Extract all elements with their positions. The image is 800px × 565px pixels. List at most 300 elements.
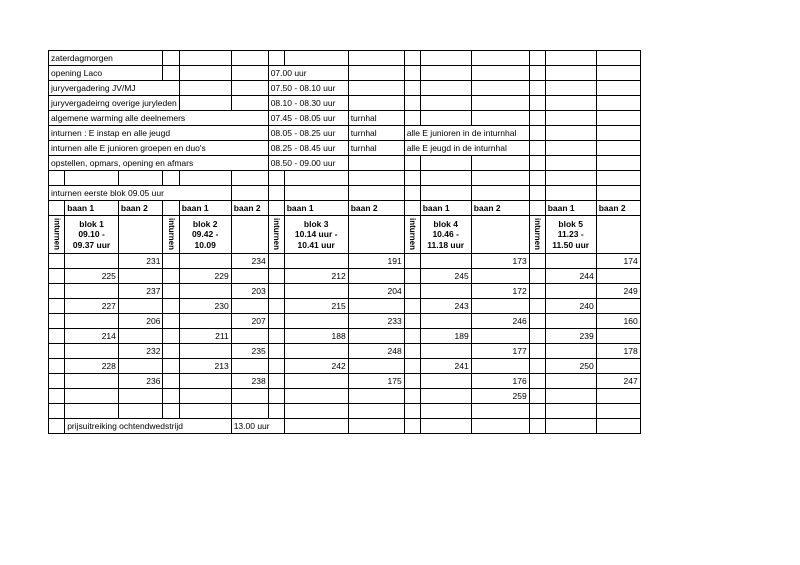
baan2-value xyxy=(348,359,404,374)
baan2-value: 237 xyxy=(118,284,163,299)
table-cell xyxy=(231,96,268,111)
table-cell xyxy=(471,111,529,126)
baan2-value xyxy=(596,359,640,374)
baan1-value xyxy=(65,314,119,329)
table-cell xyxy=(163,284,179,299)
table-cell xyxy=(545,186,596,201)
table-row xyxy=(49,96,641,111)
baan2-value: 234 xyxy=(231,254,268,269)
table-cell xyxy=(545,111,596,126)
baan1-value: 228 xyxy=(65,359,119,374)
baan1-value: 212 xyxy=(284,269,348,284)
table-cell xyxy=(529,141,545,156)
table-cell xyxy=(529,156,545,171)
table-cell xyxy=(596,126,640,141)
baan1-value xyxy=(284,314,348,329)
inturnen-label xyxy=(163,216,179,254)
table-cell xyxy=(404,156,420,171)
schedule-label: inturnen alle E junioren groepen en duo's xyxy=(49,141,269,156)
table-cell xyxy=(471,96,529,111)
schedule-note: alle E junioren in de inturnhal xyxy=(404,126,529,141)
baan1-value xyxy=(545,374,596,389)
schedule-label: opening Laco xyxy=(49,66,163,81)
table-cell xyxy=(529,171,545,186)
baan1-value xyxy=(65,374,119,389)
schedule-location: turnhal xyxy=(348,141,404,156)
baan1-value xyxy=(420,254,471,269)
block-time1: 10.46 - xyxy=(432,229,459,240)
table-cell xyxy=(231,216,268,254)
table-cell xyxy=(471,171,529,186)
table-cell xyxy=(268,404,284,419)
table-cell xyxy=(163,269,179,284)
block-time1: 10.14 uur - xyxy=(294,229,338,240)
table-cell xyxy=(163,344,179,359)
lane-header-baan2: baan 2 xyxy=(471,201,529,216)
baan2-value xyxy=(231,404,268,419)
inturnen-label xyxy=(49,216,65,254)
baan1-value xyxy=(420,389,471,404)
table-row xyxy=(49,126,641,141)
schedule-title: zaterdagmorgen xyxy=(49,51,163,66)
table-cell xyxy=(49,359,65,374)
table-cell xyxy=(596,156,640,171)
block-time2: 11.18 uur xyxy=(427,239,465,250)
table-cell xyxy=(529,314,545,329)
table-cell xyxy=(163,329,179,344)
table-cell xyxy=(404,314,420,329)
table-row xyxy=(49,171,641,186)
baan1-value: 244 xyxy=(545,269,596,284)
schedule-label: inturnen : E instap en alle jeugd xyxy=(49,126,269,141)
table-cell xyxy=(404,359,420,374)
table-cell xyxy=(404,201,420,216)
table-cell xyxy=(529,299,545,314)
block-name: blok 4 xyxy=(433,218,458,229)
baan2-value: 174 xyxy=(596,254,640,269)
table-cell xyxy=(404,96,420,111)
baan1-value: 230 xyxy=(179,299,231,314)
baan1-value: 213 xyxy=(179,359,231,374)
table-cell xyxy=(529,186,545,201)
table-cell xyxy=(231,66,268,81)
table-cell xyxy=(49,389,65,404)
table-row xyxy=(49,201,641,216)
table-cell xyxy=(268,186,284,201)
baan1-value: 214 xyxy=(65,329,119,344)
baan2-value: 259 xyxy=(471,389,529,404)
table-cell xyxy=(529,269,545,284)
baan2-value xyxy=(471,329,529,344)
schedule-time: 07.00 uur xyxy=(268,66,348,81)
baan1-value xyxy=(65,284,119,299)
baan2-value: 206 xyxy=(118,314,163,329)
baan2-value xyxy=(596,389,640,404)
table-cell xyxy=(404,299,420,314)
baan2-value: 203 xyxy=(231,284,268,299)
table-cell xyxy=(545,96,596,111)
inturnen-label xyxy=(404,216,420,254)
baan1-value xyxy=(545,389,596,404)
baan1-value xyxy=(284,284,348,299)
block-header xyxy=(65,216,119,254)
baan1-value xyxy=(545,344,596,359)
table-cell xyxy=(163,254,179,269)
table-cell xyxy=(420,81,471,96)
table-cell xyxy=(420,156,471,171)
table-cell xyxy=(596,419,640,434)
table-row xyxy=(49,419,641,434)
table-row xyxy=(49,404,641,419)
baan1-value: 240 xyxy=(545,299,596,314)
lane-header-baan1: baan 1 xyxy=(545,201,596,216)
baan2-value: 173 xyxy=(471,254,529,269)
baan2-value xyxy=(348,404,404,419)
table-cell xyxy=(471,51,529,66)
table-cell xyxy=(163,66,179,81)
schedule-location: turnhal xyxy=(348,111,404,126)
lane-header-baan1: baan 1 xyxy=(420,201,471,216)
schedule-time: 08.05 - 08.25 uur xyxy=(268,126,348,141)
baan1-value xyxy=(284,254,348,269)
baan2-value xyxy=(118,269,163,284)
schedule-time: 07.50 - 08.10 uur xyxy=(268,81,348,96)
baan1-value xyxy=(179,314,231,329)
table-cell xyxy=(545,171,596,186)
baan2-value: 231 xyxy=(118,254,163,269)
table-cell xyxy=(420,419,471,434)
baan2-value xyxy=(231,389,268,404)
table-cell xyxy=(179,96,231,111)
table-cell xyxy=(49,344,65,359)
table-cell xyxy=(49,419,65,434)
table-cell xyxy=(529,404,545,419)
baan1-value: 229 xyxy=(179,269,231,284)
table-cell xyxy=(268,171,284,186)
baan2-value: 172 xyxy=(471,284,529,299)
baan2-value xyxy=(118,404,163,419)
baan1-value: 250 xyxy=(545,359,596,374)
baan1-value: 211 xyxy=(179,329,231,344)
table-cell xyxy=(348,419,404,434)
table-cell xyxy=(529,126,545,141)
table-cell xyxy=(49,254,65,269)
table-cell xyxy=(49,171,65,186)
table-cell xyxy=(231,81,268,96)
table-cell xyxy=(118,171,163,186)
table-cell xyxy=(268,344,284,359)
table-cell xyxy=(420,186,471,201)
schedule-location: turnhal xyxy=(348,126,404,141)
table-cell xyxy=(529,66,545,81)
baan2-value xyxy=(118,299,163,314)
baan2-value xyxy=(471,404,529,419)
table-row xyxy=(49,254,641,269)
baan2-value xyxy=(471,299,529,314)
table-cell xyxy=(596,186,640,201)
table-row xyxy=(49,329,641,344)
table-row xyxy=(49,51,641,66)
table-cell xyxy=(49,314,65,329)
baan2-value xyxy=(348,389,404,404)
schedule-table xyxy=(48,50,641,434)
schedule-time: 07.45 - 08.05 uur xyxy=(268,111,348,126)
schedule-note: alle E jeugd in de inturnhal xyxy=(404,141,529,156)
baan1-value xyxy=(545,254,596,269)
baan1-value xyxy=(545,284,596,299)
baan2-value: 236 xyxy=(118,374,163,389)
block-name: blok 3 xyxy=(303,218,329,229)
table-cell xyxy=(65,171,119,186)
table-cell xyxy=(49,329,65,344)
table-cell xyxy=(545,81,596,96)
baan2-value: 160 xyxy=(596,314,640,329)
table-cell xyxy=(529,374,545,389)
table-cell xyxy=(404,66,420,81)
baan1-value xyxy=(179,254,231,269)
schedule-time: 08.25 - 08.45 uur xyxy=(268,141,348,156)
table-cell xyxy=(404,419,420,434)
inturnen-text: inturnen xyxy=(52,218,62,250)
baan1-value: 242 xyxy=(284,359,348,374)
table-cell xyxy=(404,111,420,126)
table-row xyxy=(49,111,641,126)
block-time1: 09.10 - xyxy=(78,229,105,240)
baan2-value: 232 xyxy=(118,344,163,359)
table-cell xyxy=(404,171,420,186)
baan2-value: 248 xyxy=(348,344,404,359)
baan1-value xyxy=(179,404,231,419)
table-cell xyxy=(163,389,179,404)
table-cell xyxy=(471,66,529,81)
baan2-value: 178 xyxy=(596,344,640,359)
table-cell xyxy=(404,51,420,66)
inturnen-text: inturnen xyxy=(272,218,282,250)
table-cell xyxy=(545,126,596,141)
baan2-value: 204 xyxy=(348,284,404,299)
first-block-note: inturnen eerste blok 09.05 uur xyxy=(49,186,232,201)
table-cell xyxy=(404,81,420,96)
baan1-value xyxy=(65,344,119,359)
table-cell xyxy=(231,171,268,186)
table-cell xyxy=(529,329,545,344)
table-cell xyxy=(471,186,529,201)
baan1-value: 225 xyxy=(65,269,119,284)
block-time2: 11.50 uur xyxy=(552,239,590,250)
table-cell xyxy=(163,299,179,314)
table-cell xyxy=(268,314,284,329)
table-cell xyxy=(545,66,596,81)
block-header xyxy=(179,216,231,254)
table-cell xyxy=(529,344,545,359)
lane-header-baan2: baan 2 xyxy=(118,201,163,216)
baan2-value: 238 xyxy=(231,374,268,389)
table-cell xyxy=(179,51,231,66)
table-cell xyxy=(163,374,179,389)
baan1-value xyxy=(545,314,596,329)
inturnen-label xyxy=(268,216,284,254)
table-cell xyxy=(348,171,404,186)
schedule-label: opstellen, opmars, opening en afmars xyxy=(49,156,269,171)
schedule-time: 08.10 - 08.30 uur xyxy=(268,96,348,111)
schedule-label: juryvergadering JV/MJ xyxy=(49,81,180,96)
table-cell xyxy=(49,201,65,216)
schedule-label: juryvergadeirng overige juryleden xyxy=(49,96,180,111)
table-cell xyxy=(49,269,65,284)
table-cell xyxy=(231,186,268,201)
baan2-value: 175 xyxy=(348,374,404,389)
table-cell xyxy=(529,81,545,96)
baan2-value xyxy=(118,389,163,404)
table-cell xyxy=(179,81,231,96)
table-cell xyxy=(231,51,268,66)
block-header xyxy=(420,216,471,254)
block-time1: 09.42 - xyxy=(191,229,219,240)
table-cell xyxy=(529,111,545,126)
baan2-value xyxy=(348,329,404,344)
table-cell xyxy=(529,284,545,299)
table-cell xyxy=(268,254,284,269)
baan1-value xyxy=(420,344,471,359)
table-row xyxy=(49,156,641,171)
baan1-value: 227 xyxy=(65,299,119,314)
table-cell xyxy=(404,344,420,359)
table-row xyxy=(49,284,641,299)
table-cell xyxy=(268,201,284,216)
baan1-value: 188 xyxy=(284,329,348,344)
table-cell xyxy=(420,111,471,126)
table-cell xyxy=(420,96,471,111)
table-cell xyxy=(529,389,545,404)
baan1-value xyxy=(179,389,231,404)
baan1-value: 239 xyxy=(545,329,596,344)
table-cell xyxy=(49,299,65,314)
baan2-value xyxy=(231,269,268,284)
table-row xyxy=(49,216,641,254)
table-cell xyxy=(420,51,471,66)
table-cell xyxy=(268,389,284,404)
baan1-value xyxy=(284,344,348,359)
lane-header-baan2: baan 2 xyxy=(596,201,640,216)
table-row xyxy=(49,269,641,284)
table-cell xyxy=(596,141,640,156)
block-name: blok 1 xyxy=(79,218,104,229)
block-time2: 10.09 xyxy=(194,239,216,250)
table-cell xyxy=(163,51,179,66)
table-cell xyxy=(163,201,179,216)
baan2-value: 176 xyxy=(471,374,529,389)
table-cell xyxy=(179,171,231,186)
baan1-value xyxy=(420,374,471,389)
baan2-value: 235 xyxy=(231,344,268,359)
table-row xyxy=(49,66,641,81)
baan2-value xyxy=(231,299,268,314)
baan1-value xyxy=(284,404,348,419)
table-row xyxy=(49,389,641,404)
table-cell xyxy=(420,66,471,81)
baan2-value xyxy=(231,329,268,344)
baan2-value xyxy=(596,269,640,284)
table-cell xyxy=(596,171,640,186)
baan2-value: 191 xyxy=(348,254,404,269)
table-cell xyxy=(404,389,420,404)
lane-header-baan1: baan 1 xyxy=(65,201,119,216)
table-row xyxy=(49,186,641,201)
baan1-value xyxy=(179,344,231,359)
baan2-value xyxy=(348,299,404,314)
table-cell xyxy=(404,284,420,299)
inturnen-text: inturnen xyxy=(533,218,543,250)
baan1-value xyxy=(65,404,119,419)
inturnen-text: inturnen xyxy=(408,218,418,250)
baan1-value xyxy=(179,374,231,389)
baan2-value xyxy=(471,269,529,284)
baan1-value xyxy=(420,314,471,329)
table-cell xyxy=(596,81,640,96)
baan1-value: 243 xyxy=(420,299,471,314)
table-cell xyxy=(545,156,596,171)
table-row xyxy=(49,81,641,96)
schedule-time: 08.50 - 09.00 uur xyxy=(268,156,348,171)
baan1-value xyxy=(545,404,596,419)
table-row xyxy=(49,359,641,374)
baan1-value xyxy=(65,389,119,404)
lane-header-baan1: baan 1 xyxy=(284,201,348,216)
baan2-value: 246 xyxy=(471,314,529,329)
baan1-value xyxy=(284,374,348,389)
table-cell xyxy=(596,66,640,81)
table-cell xyxy=(420,171,471,186)
inturnen-label xyxy=(529,216,545,254)
table-cell xyxy=(529,51,545,66)
table-cell xyxy=(404,254,420,269)
footer-label: prijsuitreiking ochtendwedstrijd xyxy=(65,419,231,434)
table-cell xyxy=(49,284,65,299)
table-cell xyxy=(471,156,529,171)
table-cell xyxy=(268,299,284,314)
table-cell xyxy=(529,359,545,374)
table-cell xyxy=(529,419,545,434)
lane-header-baan2: baan 2 xyxy=(348,201,404,216)
table-cell xyxy=(268,359,284,374)
baan2-value xyxy=(471,359,529,374)
baan1-value xyxy=(65,254,119,269)
block-header xyxy=(545,216,596,254)
schedule-label: algemene warming alle deelnemers xyxy=(49,111,269,126)
block-time2: 09.37 uur xyxy=(72,239,111,250)
block-header xyxy=(284,216,348,254)
baan2-value: 233 xyxy=(348,314,404,329)
baan2-value xyxy=(231,359,268,374)
baan1-value: 215 xyxy=(284,299,348,314)
block-time2: 10.41 uur xyxy=(297,239,335,250)
table-cell xyxy=(118,216,163,254)
table-cell xyxy=(179,66,231,81)
baan2-value: 207 xyxy=(231,314,268,329)
table-cell xyxy=(163,171,179,186)
table-cell xyxy=(596,96,640,111)
table-cell xyxy=(49,374,65,389)
lane-header-baan1: baan 1 xyxy=(179,201,231,216)
block-time1: 11.23 - xyxy=(557,229,584,240)
table-cell xyxy=(49,404,65,419)
table-cell xyxy=(596,51,640,66)
inturnen-text: inturnen xyxy=(167,218,177,250)
baan1-value: 189 xyxy=(420,329,471,344)
baan1-value xyxy=(420,404,471,419)
table-cell xyxy=(596,216,640,254)
baan2-value: 247 xyxy=(596,374,640,389)
